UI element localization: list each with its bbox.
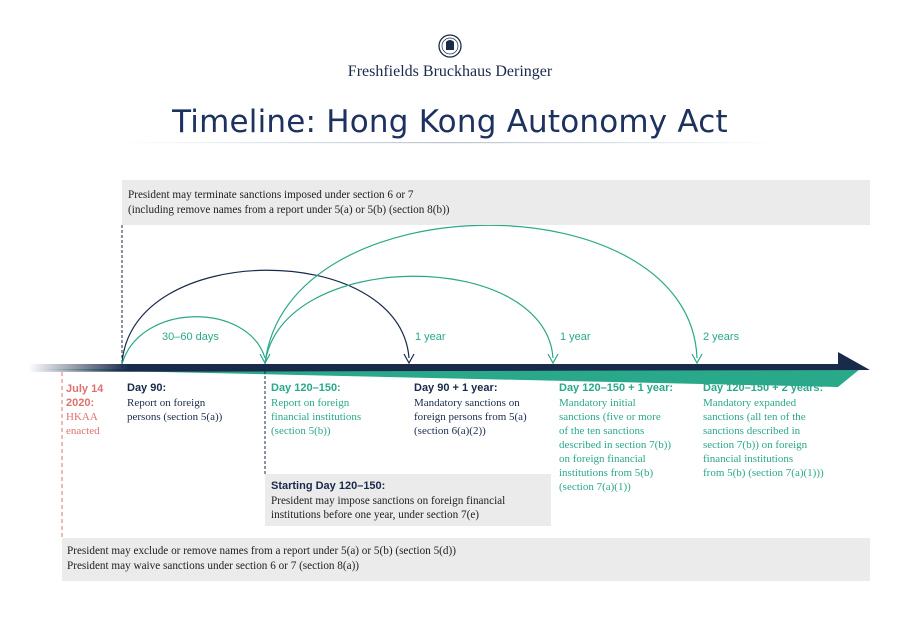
milestone-line: Mandatory initial (559, 397, 636, 409)
milestone-line: (section 5(b)) (271, 425, 331, 437)
impose-heading: Starting Day 120–150: (271, 480, 386, 492)
milestone-day-90-plus-1-year (414, 382, 549, 438)
milestone-line: financial institutions (703, 453, 794, 465)
milestone-heading: Day 90: (127, 382, 167, 394)
milestone-enacted (66, 382, 116, 438)
milestone-heading: Day 90 + 1 year: (414, 382, 498, 394)
milestone-line: Mandatory expanded (703, 397, 797, 409)
milestone-line: sanctions (all ten of the (703, 411, 806, 423)
period-label-30-60-days: 30–60 days (162, 331, 219, 343)
milestone-line: foreign persons from 5(a) (414, 411, 527, 423)
enacted-date: July 14 2020: (66, 383, 104, 409)
milestone-line: Report on foreign (127, 397, 206, 409)
milestone-day-120-150 (271, 382, 406, 438)
arc-day120-to-2years (265, 225, 697, 364)
milestone-line: Mandatory sanctions on (414, 397, 520, 409)
firm-name: Freshfields Bruckhaus Deringer (347, 63, 553, 80)
enacted-line-2: enacted (66, 425, 100, 437)
exclude-waive-box (62, 538, 870, 581)
milestone-line: sanctions (five or more (559, 411, 661, 423)
terminate-sanctions-box (122, 180, 870, 225)
enacted-line-1: HKAA (66, 411, 98, 423)
milestone-line: Report on foreign (271, 397, 350, 409)
milestone-heading: Day 120–150 + 2 years: (703, 382, 824, 394)
milestone-line: from 5(b) (section 7(a)(1))) (703, 467, 824, 479)
milestone-day-120-150-plus-2-years (703, 382, 853, 480)
arc-day120-to-1year (265, 276, 553, 364)
firm-logo-icon (439, 35, 461, 57)
title-rule (120, 142, 780, 143)
milestone-line: sanctions described in (703, 425, 801, 437)
terminate-line-2: (including remove names from a report under 5(a) or 5(b) (section 8(b)) (128, 204, 450, 216)
milestone-line: of the ten sanctions (559, 425, 645, 437)
impose-line-1: President may impose sanctions on foreign financial (271, 495, 506, 507)
milestone-heading: Day 120–150: (271, 382, 341, 394)
milestone-day-120-150-plus-1-year (559, 382, 699, 494)
milestone-line: institutions from 5(b) (559, 467, 654, 479)
exclude-line: President may exclude or remove names from a report under 5(a) or 5(b) (section 5(d)) (67, 545, 456, 557)
waive-line: President may waive sanctions under section 6 or 7 (section 8(a)) (67, 560, 360, 572)
page-title: Timeline: Hong Kong Autonomy Act (172, 104, 728, 140)
milestone-line: described in section 7(b)) (559, 439, 672, 451)
milestone-heading: Day 120–150 + 1 year: (559, 382, 674, 394)
period-label-2-years: 2 years (703, 331, 740, 343)
milestone-line: (section 6(a)(2)) (414, 425, 486, 437)
milestone-line: (section 7(a)(1)) (559, 481, 631, 493)
milestone-line: section 7(b)) on foreign (703, 439, 808, 451)
milestone-line: on foreign financial (559, 453, 646, 465)
impose-sanctions-box (265, 474, 551, 526)
arc-day90-to-day90plus1 (122, 270, 409, 364)
milestone-line: financial institutions (271, 411, 362, 423)
period-label-1-year-b: 1 year (560, 331, 591, 343)
timeline-arrow-navy (28, 352, 870, 372)
period-label-1-year-a: 1 year (415, 331, 446, 343)
milestone-day-90 (127, 382, 257, 424)
impose-line-2: institutions before one year, under section 7(e) (271, 509, 480, 521)
terminate-line-1: President may terminate sanctions imposed under section 6 or 7 (128, 189, 414, 201)
milestone-line: persons (section 5(a)) (127, 411, 223, 423)
